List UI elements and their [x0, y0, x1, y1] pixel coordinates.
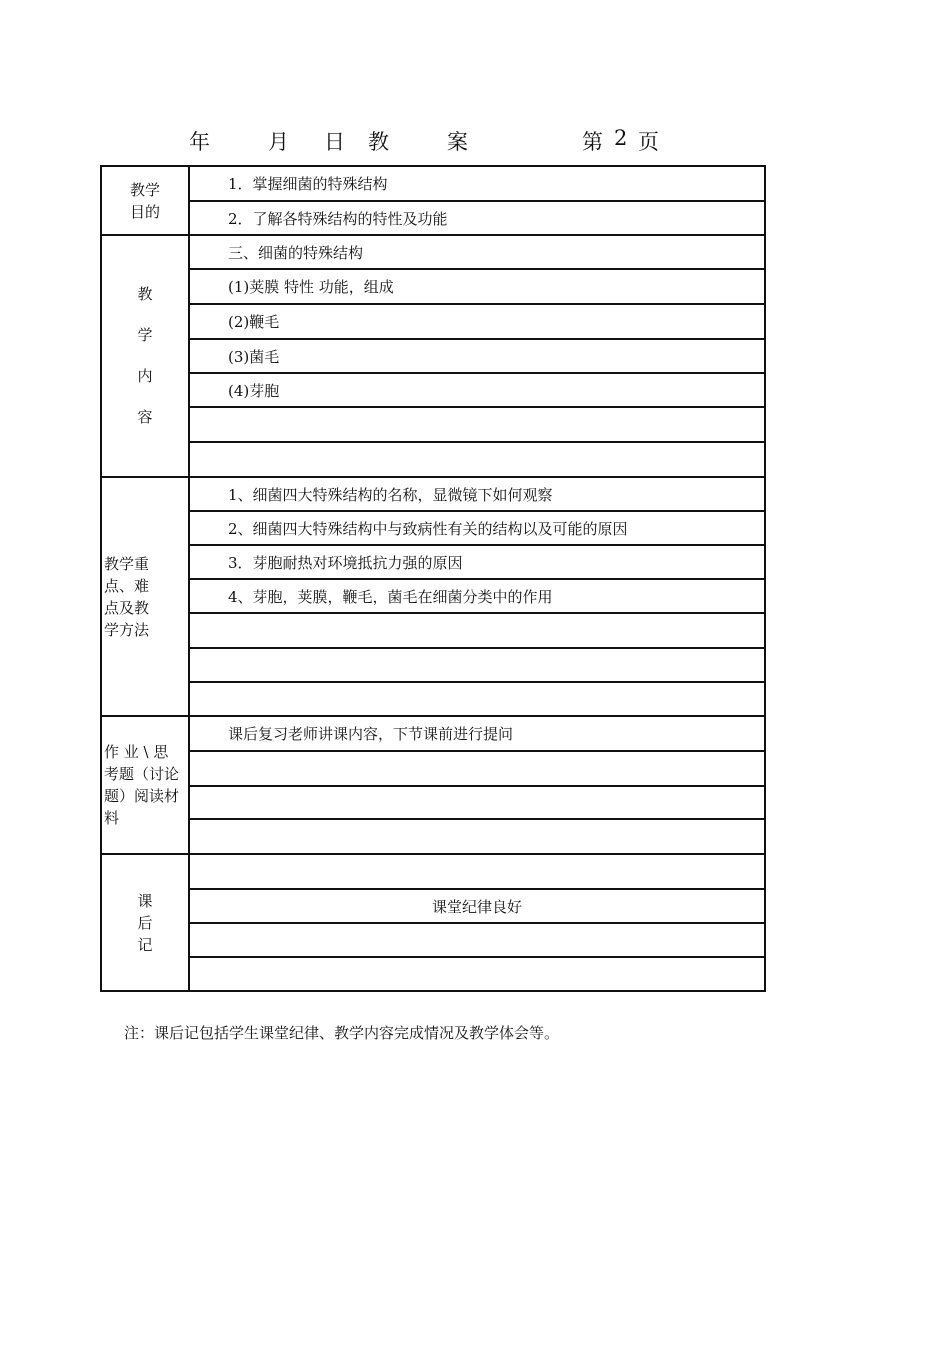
- afterclass-cell: [189, 854, 765, 889]
- content-cell: [189, 407, 765, 442]
- header-month: 月: [268, 130, 289, 154]
- content-cell: (3)菌毛: [189, 339, 765, 373]
- afterclass-row: [101, 957, 765, 991]
- afterclass-label: 课 后 记: [101, 854, 189, 991]
- keypoints-cell: 4、芽胞，荚膜，鞭毛，菌毛在细菌分类中的作用: [189, 579, 765, 613]
- content-row: [101, 407, 765, 442]
- homework-row: [101, 716, 765, 751]
- content-row: [101, 269, 765, 304]
- keypoints-row: [101, 613, 765, 648]
- content-row: [101, 373, 765, 407]
- homework-label: 作 业 \ 思 考题（讨论 题）阅读材 料: [101, 716, 189, 854]
- content-row: [101, 442, 765, 477]
- content-row: [101, 235, 765, 269]
- keypoints-row: [101, 477, 765, 511]
- content-row: [101, 339, 765, 373]
- goals-row: [101, 201, 765, 235]
- goals-label: 教学 目的: [101, 166, 189, 235]
- homework-cell: 课后复习老师讲课内容，下节课前进行提问: [189, 716, 765, 751]
- content-cell: [189, 442, 765, 477]
- keypoints-cell: 1、细菌四大特殊结构的名称，显微镜下如何观察: [189, 477, 765, 511]
- afterclass-cell: [189, 957, 765, 991]
- keypoints-cell: [189, 648, 765, 682]
- keypoints-row: [101, 579, 765, 613]
- header-title-jiao: 教: [368, 130, 389, 154]
- lesson-plan-table: [100, 165, 766, 992]
- homework-cell: [189, 819, 765, 854]
- afterclass-row: [101, 889, 765, 923]
- keypoints-label: 教学重 点、难 点及教 学方法: [101, 477, 189, 716]
- content-cell: (2)鞭毛: [189, 304, 765, 339]
- keypoints-cell: 2、细菌四大特殊结构中与致病性有关的结构以及可能的原因: [189, 511, 765, 545]
- content-row: [101, 304, 765, 339]
- homework-row: [101, 786, 765, 819]
- header-page-suffix: 页: [638, 130, 659, 154]
- keypoints-cell: [189, 613, 765, 648]
- header-page-number: 2: [614, 126, 628, 150]
- keypoints-row: [101, 648, 765, 682]
- content-cell: 三、细菌的特殊结构: [189, 235, 765, 269]
- header-title-an: 案: [447, 130, 468, 154]
- goals-row: [101, 166, 765, 201]
- afterclass-cell: 课堂纪律良好: [189, 889, 765, 923]
- keypoints-row: [101, 545, 765, 579]
- homework-row: [101, 751, 765, 786]
- content-cell: (1)荚膜 特性 功能，组成: [189, 269, 765, 304]
- homework-row: [101, 819, 765, 854]
- footnote: 注：课后记包括学生课堂纪律、教学内容完成情况及教学体会等。: [124, 1024, 560, 1042]
- keypoints-row: [101, 511, 765, 545]
- homework-cell: [189, 786, 765, 819]
- header-year: 年: [189, 130, 210, 154]
- content-cell: (4)芽胞: [189, 373, 765, 407]
- keypoints-cell: 3．芽胞耐热对环境抵抗力强的原因: [189, 545, 765, 579]
- goals-cell: 2．了解各特殊结构的特性及功能: [189, 201, 765, 235]
- header-page-prefix: 第: [582, 130, 603, 154]
- afterclass-row: [101, 923, 765, 957]
- homework-cell: [189, 751, 765, 786]
- afterclass-row: [101, 854, 765, 889]
- content-label: 教 学 内 容: [101, 235, 189, 477]
- header-day: 日: [324, 130, 345, 154]
- goals-cell: 1．掌握细菌的特殊结构: [189, 166, 765, 201]
- keypoints-row: [101, 682, 765, 716]
- page-header: [0, 126, 952, 160]
- afterclass-cell: [189, 923, 765, 957]
- keypoints-cell: [189, 682, 765, 716]
